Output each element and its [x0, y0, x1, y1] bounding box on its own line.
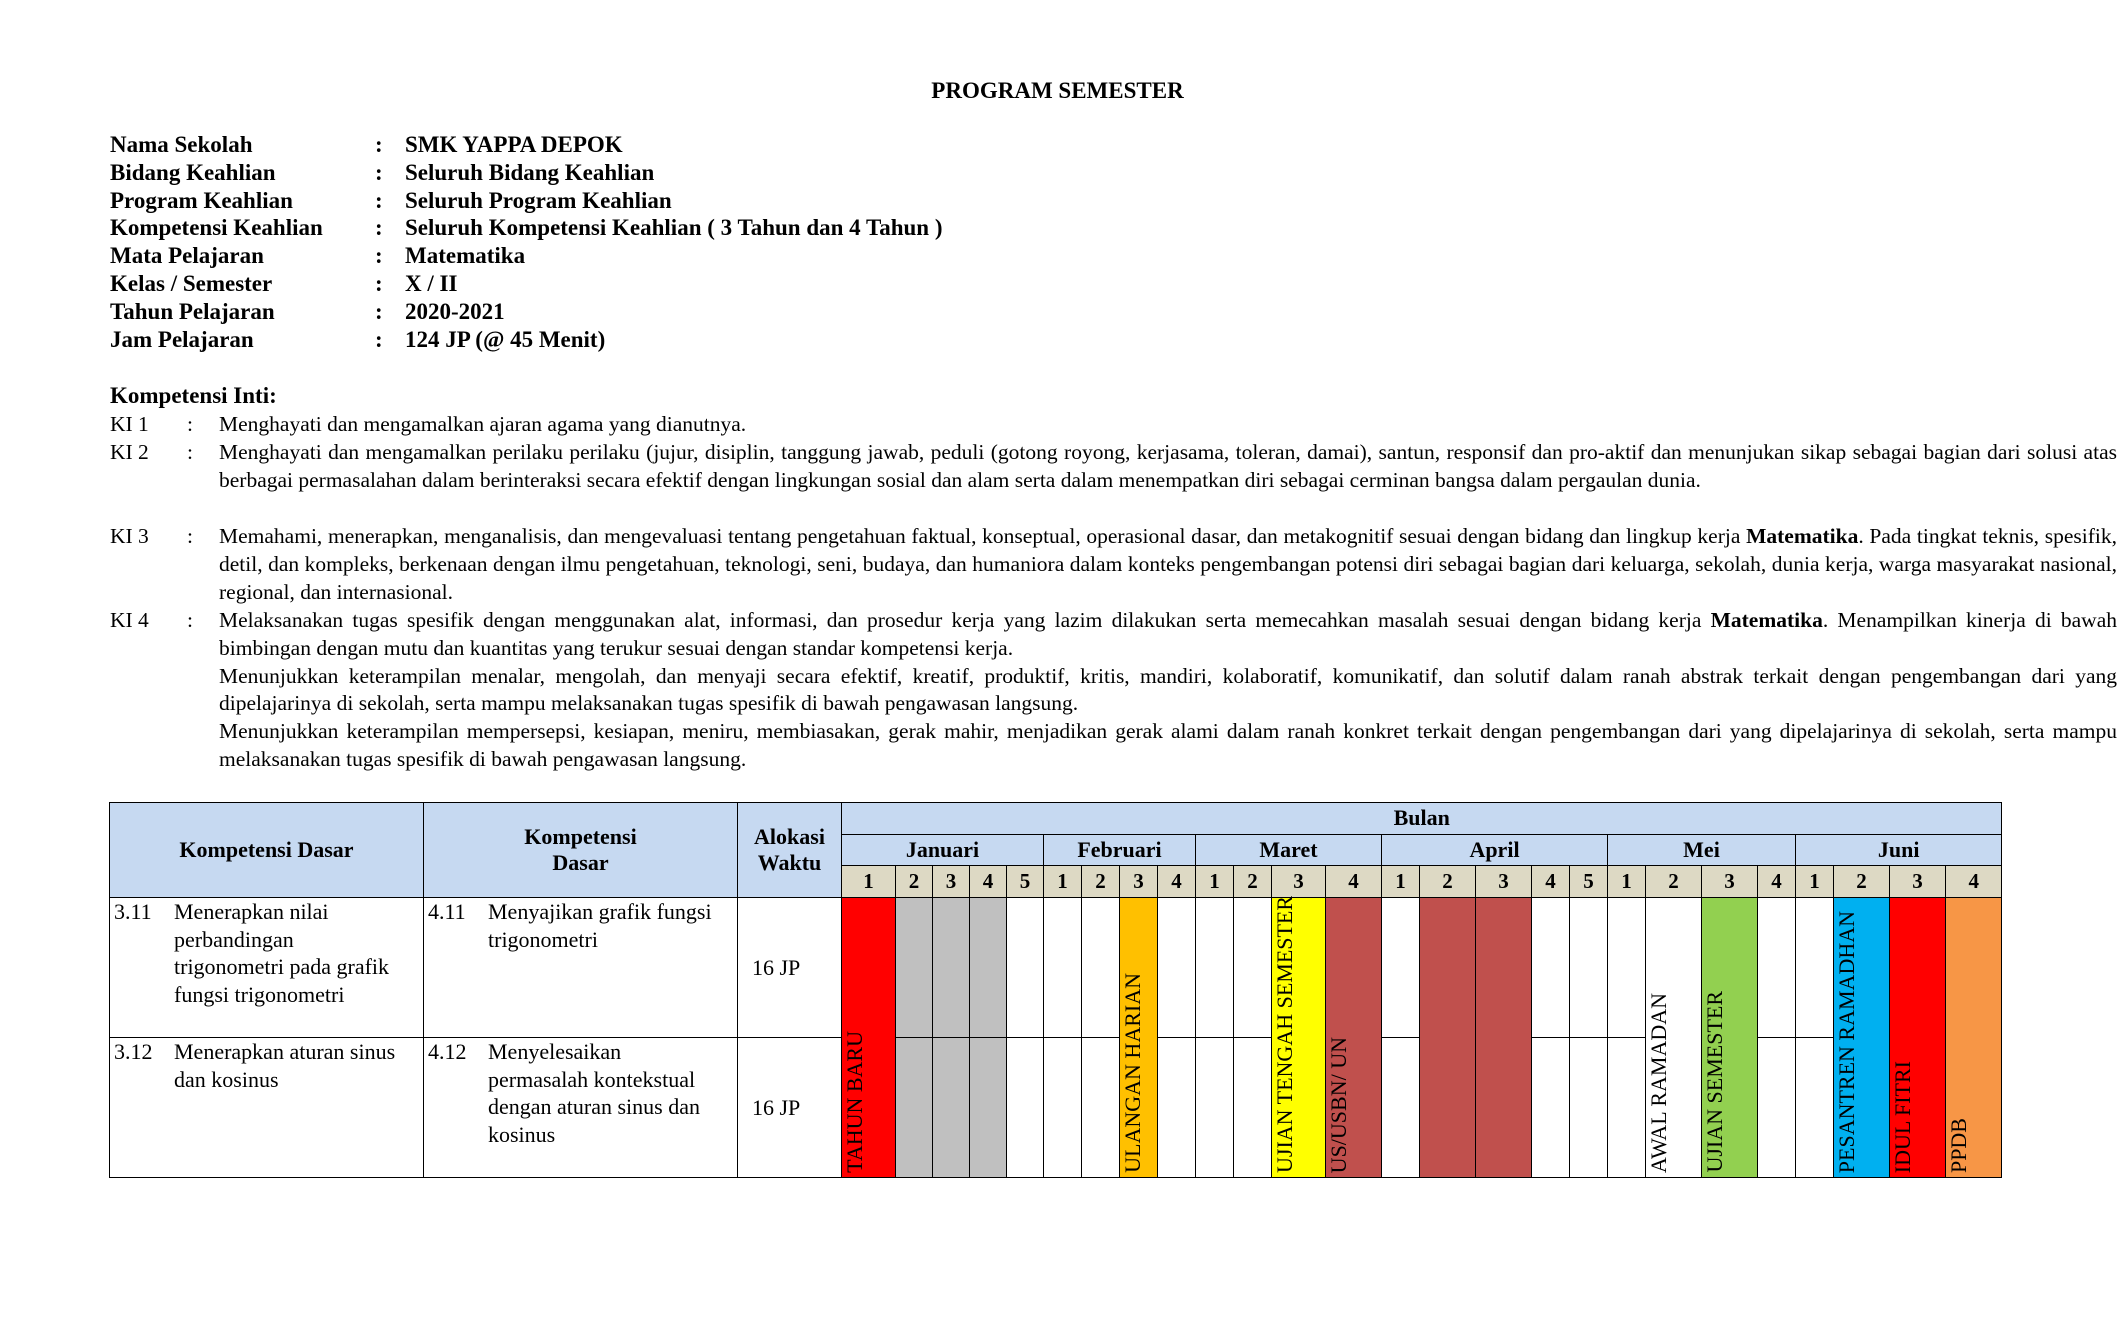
ki-paragraph: Menunjukkan keterampilan menalar, mengolah, dan menyaji secara efektif, kreatif, produktif, kritis, mandiri, kolaboratif, komunikatif, dan solutif dalam ranah abstrak terkait dengan pengembangan dari yang dipelajarinya di sekolah, serta mampu melaksanakan tugas spesifik di bawah pengawasan langsung.: [219, 663, 2117, 716]
kd2-number: 4.12: [428, 1039, 467, 1064]
kd2-cell: [424, 1038, 738, 1178]
ki-paragraph: Menghayati dan mengamalkan ajaran agama yang dianutnya.: [219, 412, 747, 436]
week-number: 4: [970, 866, 1007, 898]
month-header: Mei: [1608, 834, 1796, 866]
ki-colon: :: [187, 524, 193, 548]
week-number: 1: [1608, 866, 1646, 898]
meta-colon: :: [375, 270, 383, 296]
week-number: 4: [1158, 866, 1196, 898]
meta-colon: :: [375, 132, 383, 157]
meta-value: 2020-2021: [405, 298, 505, 324]
week-cell: [1796, 898, 1834, 1038]
week-cell: [1007, 898, 1044, 1038]
week-event-label: UJIAN TENGAH SEMESTER: [1272, 895, 1297, 1173]
week-event-label: TAHUN BARU: [842, 1031, 867, 1173]
kd2-cell: [424, 898, 738, 1038]
meta-key: Jam Pelajaran: [110, 326, 254, 352]
ki-text: [219, 607, 2117, 774]
meta-colon: :: [375, 187, 383, 213]
meta-value: Seluruh Bidang Keahlian: [405, 159, 655, 185]
week-number: 2: [1234, 866, 1272, 898]
meta-colon: :: [375, 326, 383, 352]
week-cell: [1532, 898, 1570, 1038]
ki-paragraph: Menghayati dan mengamalkan perilaku perilaku (jujur, disiplin, tanggung jawab, peduli (gotong royong, kerjasama, toleran, damai), santun, responsif dan pro-aktif dan menunjukan sikap sebagai bagian dari solusi atas berbagai permasalahan dalam berinteraksi secara efektif dengan lingkungan sosial dan alam serta dalam menempatkan diri sebagai cerminan bangsa dalam pergaulan dunia.: [219, 440, 2117, 492]
ki-paragraph: Menunjukkan keterampilan mempersepsi, kesiapan, meniru, membiasakan, gerak mahir, menjadikan gerak alami dalam ranah konkret terkait dengan pengembangan dari yang dipelajarinya di sekolah, serta mampu melaksanakan tugas spesifik di bawah pengawasan langsung.: [219, 719, 2117, 771]
week-event-label: PESANTREN RAMADHAN: [1834, 910, 1859, 1173]
week-event-label: PPDB: [1946, 1117, 1971, 1173]
meta-key: Nama Sekolah: [110, 132, 253, 157]
month-header: Maret: [1196, 834, 1382, 866]
week-cell: [1272, 895, 1326, 1178]
week-cell: [1326, 898, 1382, 1178]
meta-value: 124 JP (@ 45 Menit): [405, 326, 606, 352]
week-event-label: UJIAN SEMESTER: [1702, 991, 1727, 1173]
week-cell: [1382, 1038, 1420, 1178]
week-cell: [1608, 1038, 1646, 1178]
ki-text: [219, 439, 2117, 495]
meta-key: Kompetensi Keahlian: [110, 215, 323, 241]
week-cell: [1702, 898, 1758, 1178]
week-number: 1: [1796, 866, 1834, 898]
ki-colon: :: [187, 440, 193, 464]
ki-text: [219, 523, 2117, 606]
week-number: 4: [1946, 866, 2002, 898]
header-alokasi-line1: Alokasi: [754, 824, 825, 849]
week-number: 4: [1758, 866, 1796, 898]
week-cell: [970, 1038, 1007, 1178]
month-header: April: [1382, 834, 1608, 866]
meta-colon: :: [375, 215, 383, 241]
kd-number: 3.11: [114, 899, 152, 924]
kd-cell: [110, 898, 424, 1038]
week-cell: [1044, 1038, 1082, 1178]
week-number: 3: [1120, 866, 1158, 898]
week-cell: [1158, 898, 1196, 1038]
header-kd2-line2: Dasar: [552, 850, 609, 875]
meta-key: Kelas / Semester: [110, 270, 273, 296]
header-kompetensi-dasar-2: [424, 803, 738, 898]
ki-code: KI 4: [110, 608, 149, 632]
week-number: 3: [1476, 866, 1532, 898]
week-cell: [896, 1038, 933, 1178]
week-cell: [1196, 1038, 1234, 1178]
header-bulan: Bulan: [842, 803, 2002, 835]
week-cell: [1608, 898, 1646, 1038]
meta-value: X / II: [405, 270, 458, 296]
meta-colon: :: [375, 159, 383, 185]
month-header: Februari: [1044, 834, 1196, 866]
month-header: Juni: [1796, 834, 2002, 866]
kd-text: Menerapkan aturan sinus dan kosinus: [174, 1039, 396, 1092]
week-cell: [1234, 1038, 1272, 1178]
week-event-label: AWAL RAMADAN: [1646, 992, 1671, 1173]
meta-key: Program Keahlian: [110, 187, 293, 213]
ki-text: [219, 411, 2117, 439]
semester-program-table: [109, 802, 2002, 1178]
meta-colon: :: [375, 298, 383, 324]
week-cell: [1476, 898, 1532, 1178]
week-cell: [1420, 898, 1476, 1178]
week-cell: [1158, 1038, 1196, 1178]
week-cell: [1646, 898, 1702, 1178]
ki-heading: Kompetensi Inti:: [110, 383, 277, 408]
ki-code: KI 3: [110, 524, 149, 548]
month-header: Januari: [842, 834, 1044, 866]
week-number: 2: [1420, 866, 1476, 898]
week-cell: [1946, 898, 2002, 1178]
ki-colon: :: [187, 412, 193, 436]
week-number: 3: [933, 866, 970, 898]
week-number: 1: [1196, 866, 1234, 898]
week-number: 2: [1834, 866, 1890, 898]
week-number: 3: [1702, 866, 1758, 898]
header-kompetensi-dasar: Kompetensi Dasar: [110, 803, 424, 898]
ki-paragraph: Melaksanakan tugas spesifik dengan menggunakan alat, informasi, dan prosedur kerja yang lazim dilakukan serta memecahkan masalah sesuai dengan bidang kerja Matematika. Menampilkan kinerja di bawah bimbingan dengan mutu dan kuantitas yang terukur sesuai dengan standar kompetensi kerja.: [219, 608, 2117, 660]
week-cell: [1758, 898, 1796, 1038]
week-number: 1: [1382, 866, 1420, 898]
week-cell: [1796, 1038, 1834, 1178]
meta-key: Mata Pelajaran: [110, 243, 264, 269]
week-cell: [970, 898, 1007, 1038]
kd-text: Menerapkan nilai perbandingan trigonometri pada grafik fungsi trigonometri: [174, 899, 390, 1007]
week-number: 1: [1044, 866, 1082, 898]
week-number: 3: [1272, 866, 1326, 898]
week-cell: [1890, 898, 1946, 1178]
week-cell: [1834, 898, 1890, 1178]
week-number: 2: [1646, 866, 1702, 898]
week-cell: [1007, 1038, 1044, 1178]
ki-code: KI 1: [110, 412, 149, 436]
week-cell: [1382, 898, 1420, 1038]
header-row: [110, 803, 2002, 835]
week-cell: [1120, 898, 1158, 1178]
meta-colon: :: [375, 243, 383, 269]
week-cell: [1234, 898, 1272, 1038]
week-number: 2: [896, 866, 933, 898]
meta-value: Seluruh Program Keahlian: [405, 187, 672, 213]
kd-cell: [110, 1038, 424, 1178]
header-alokasi-line2: Waktu: [757, 850, 822, 875]
alokasi-cell: 16 JP: [738, 1038, 842, 1178]
meta-value: SMK YAPPA DEPOK: [405, 132, 623, 157]
meta-key: Bidang Keahlian: [110, 159, 276, 185]
meta-value: Seluruh Kompetensi Keahlian ( 3 Tahun dan 4 Tahun ): [405, 215, 943, 241]
meta-value: Matematika: [405, 243, 526, 269]
week-cell: [1570, 1038, 1608, 1178]
week-cell: [1044, 898, 1082, 1038]
header-alokasi-waktu: [738, 803, 842, 898]
week-number: 1: [842, 866, 896, 898]
week-cell: [896, 898, 933, 1038]
alokasi-cell: 16 JP: [738, 898, 842, 1038]
week-number: 5: [1007, 866, 1044, 898]
ki-paragraph: Memahami, menerapkan, menganalisis, dan mengevaluasi tentang pengetahuan faktual, konseptual, operasional dasar, dan metakognitif sesuai dengan bidang dan lingkup kerja Matematika. Pada tingkat teknis, spesifik, detil, dan kompleks, berkenaan dengan ilmu pengetahuan, teknologi, seni, budaya, dan humaniora dalam konteks pengembangan potensi diri sebagai bagian dari keluarga, sekolah, dunia kerja, warga masyarakat nasional, regional, dan internasional.: [219, 524, 2117, 604]
week-number: 4: [1532, 866, 1570, 898]
table-row: [110, 898, 2002, 1038]
document-title: PROGRAM SEMESTER: [931, 78, 1184, 103]
week-cell: [933, 1038, 970, 1178]
week-event-label: US/USBN/ UN: [1326, 1036, 1351, 1173]
header-kd2-line1: Kompetensi: [524, 824, 637, 849]
week-cell: [1196, 898, 1234, 1038]
ki-emphasis: Matematika: [1710, 608, 1823, 632]
week-number: 2: [1082, 866, 1120, 898]
week-number: 5: [1570, 866, 1608, 898]
ki-code: KI 2: [110, 440, 149, 464]
ki-colon: :: [187, 608, 193, 632]
week-number: 4: [1326, 866, 1382, 898]
kd2-text: Menyelesaikan permasalah kontekstual dengan aturan sinus dan kosinus: [488, 1039, 700, 1147]
week-cell: [1082, 1038, 1120, 1178]
week-cell: [1570, 898, 1608, 1038]
kd-number: 3.12: [114, 1039, 153, 1064]
week-cell: [842, 898, 896, 1178]
week-event-label: ULANGAN HARIAN: [1120, 973, 1145, 1173]
kd2-number: 4.11: [428, 899, 466, 924]
week-cell: [1532, 1038, 1570, 1178]
week-cell: [1758, 1038, 1796, 1178]
kd2-text: Menyajikan grafik fungsi trigonometri: [488, 899, 712, 952]
week-cell: [1082, 898, 1120, 1038]
week-event-label: IDUL FITRI: [1890, 1060, 1915, 1173]
week-cell: [933, 898, 970, 1038]
meta-key: Tahun Pelajaran: [110, 298, 275, 324]
ki-emphasis: Matematika: [1746, 524, 1859, 548]
week-number: 3: [1890, 866, 1946, 898]
